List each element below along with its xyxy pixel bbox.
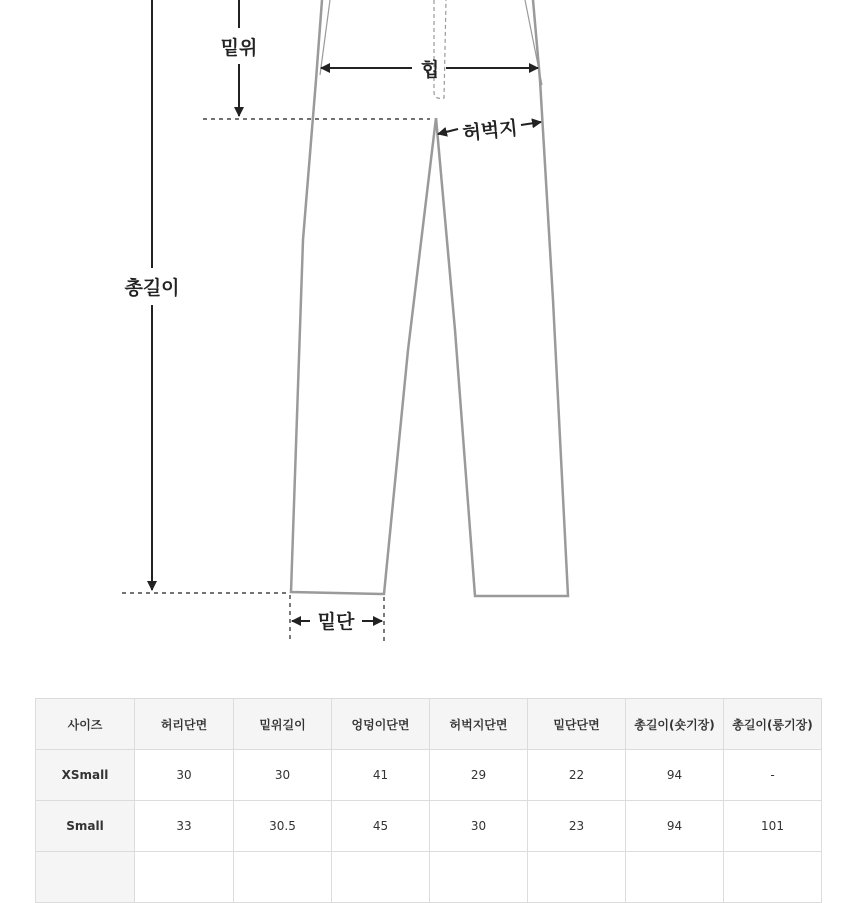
left-leg-outline bbox=[291, 0, 436, 594]
header-rise: 밑위길이 bbox=[234, 699, 332, 750]
table-cell: - bbox=[724, 750, 822, 801]
right-leg-outline bbox=[436, 0, 568, 596]
table-cell: 29 bbox=[430, 750, 528, 801]
header-length-short: 총길이(숏기장) bbox=[626, 699, 724, 750]
table-cell: 101 bbox=[724, 801, 822, 852]
table-cell: 30 bbox=[135, 750, 234, 801]
size-table bbox=[35, 698, 822, 903]
table-cell: 23 bbox=[528, 801, 626, 852]
header-hem: 밑단단면 bbox=[528, 699, 626, 750]
table-row-partial bbox=[36, 852, 822, 903]
rise-label: 밑위 bbox=[220, 37, 258, 59]
guide-lines bbox=[122, 119, 430, 642]
hip-label: 힙 bbox=[420, 59, 440, 81]
header-waist: 허리단면 bbox=[135, 699, 234, 750]
hem-label: 밑단 bbox=[317, 611, 355, 633]
table-header-row bbox=[36, 699, 822, 750]
table-row bbox=[36, 801, 822, 852]
fly-stitch bbox=[434, 0, 446, 98]
header-hip: 엉덩이단면 bbox=[332, 699, 430, 750]
table-cell: 30 bbox=[234, 750, 332, 801]
row-size: Small bbox=[36, 801, 135, 852]
table-cell: 94 bbox=[626, 801, 724, 852]
table-cell: 30 bbox=[430, 801, 528, 852]
table-cell: 33 bbox=[135, 801, 234, 852]
table-cell: 94 bbox=[626, 750, 724, 801]
pants-outline bbox=[291, 0, 568, 596]
header-size: 사이즈 bbox=[36, 699, 135, 750]
thigh-arrow-right bbox=[521, 122, 541, 125]
total-length-label: 총길이 bbox=[124, 277, 180, 299]
header-thigh: 허벅지단면 bbox=[430, 699, 528, 750]
thigh-arrow-left bbox=[438, 129, 458, 134]
header-length-long: 총길이(롱기장) bbox=[724, 699, 822, 750]
row-size: XSmall bbox=[36, 750, 135, 801]
table-cell: 22 bbox=[528, 750, 626, 801]
table-cell: 30.5 bbox=[234, 801, 332, 852]
table-cell: 41 bbox=[332, 750, 430, 801]
measurement-arrows bbox=[152, 0, 541, 621]
thigh-label: 허벅지 bbox=[461, 117, 519, 145]
table-row bbox=[36, 750, 822, 801]
table-cell: 45 bbox=[332, 801, 430, 852]
